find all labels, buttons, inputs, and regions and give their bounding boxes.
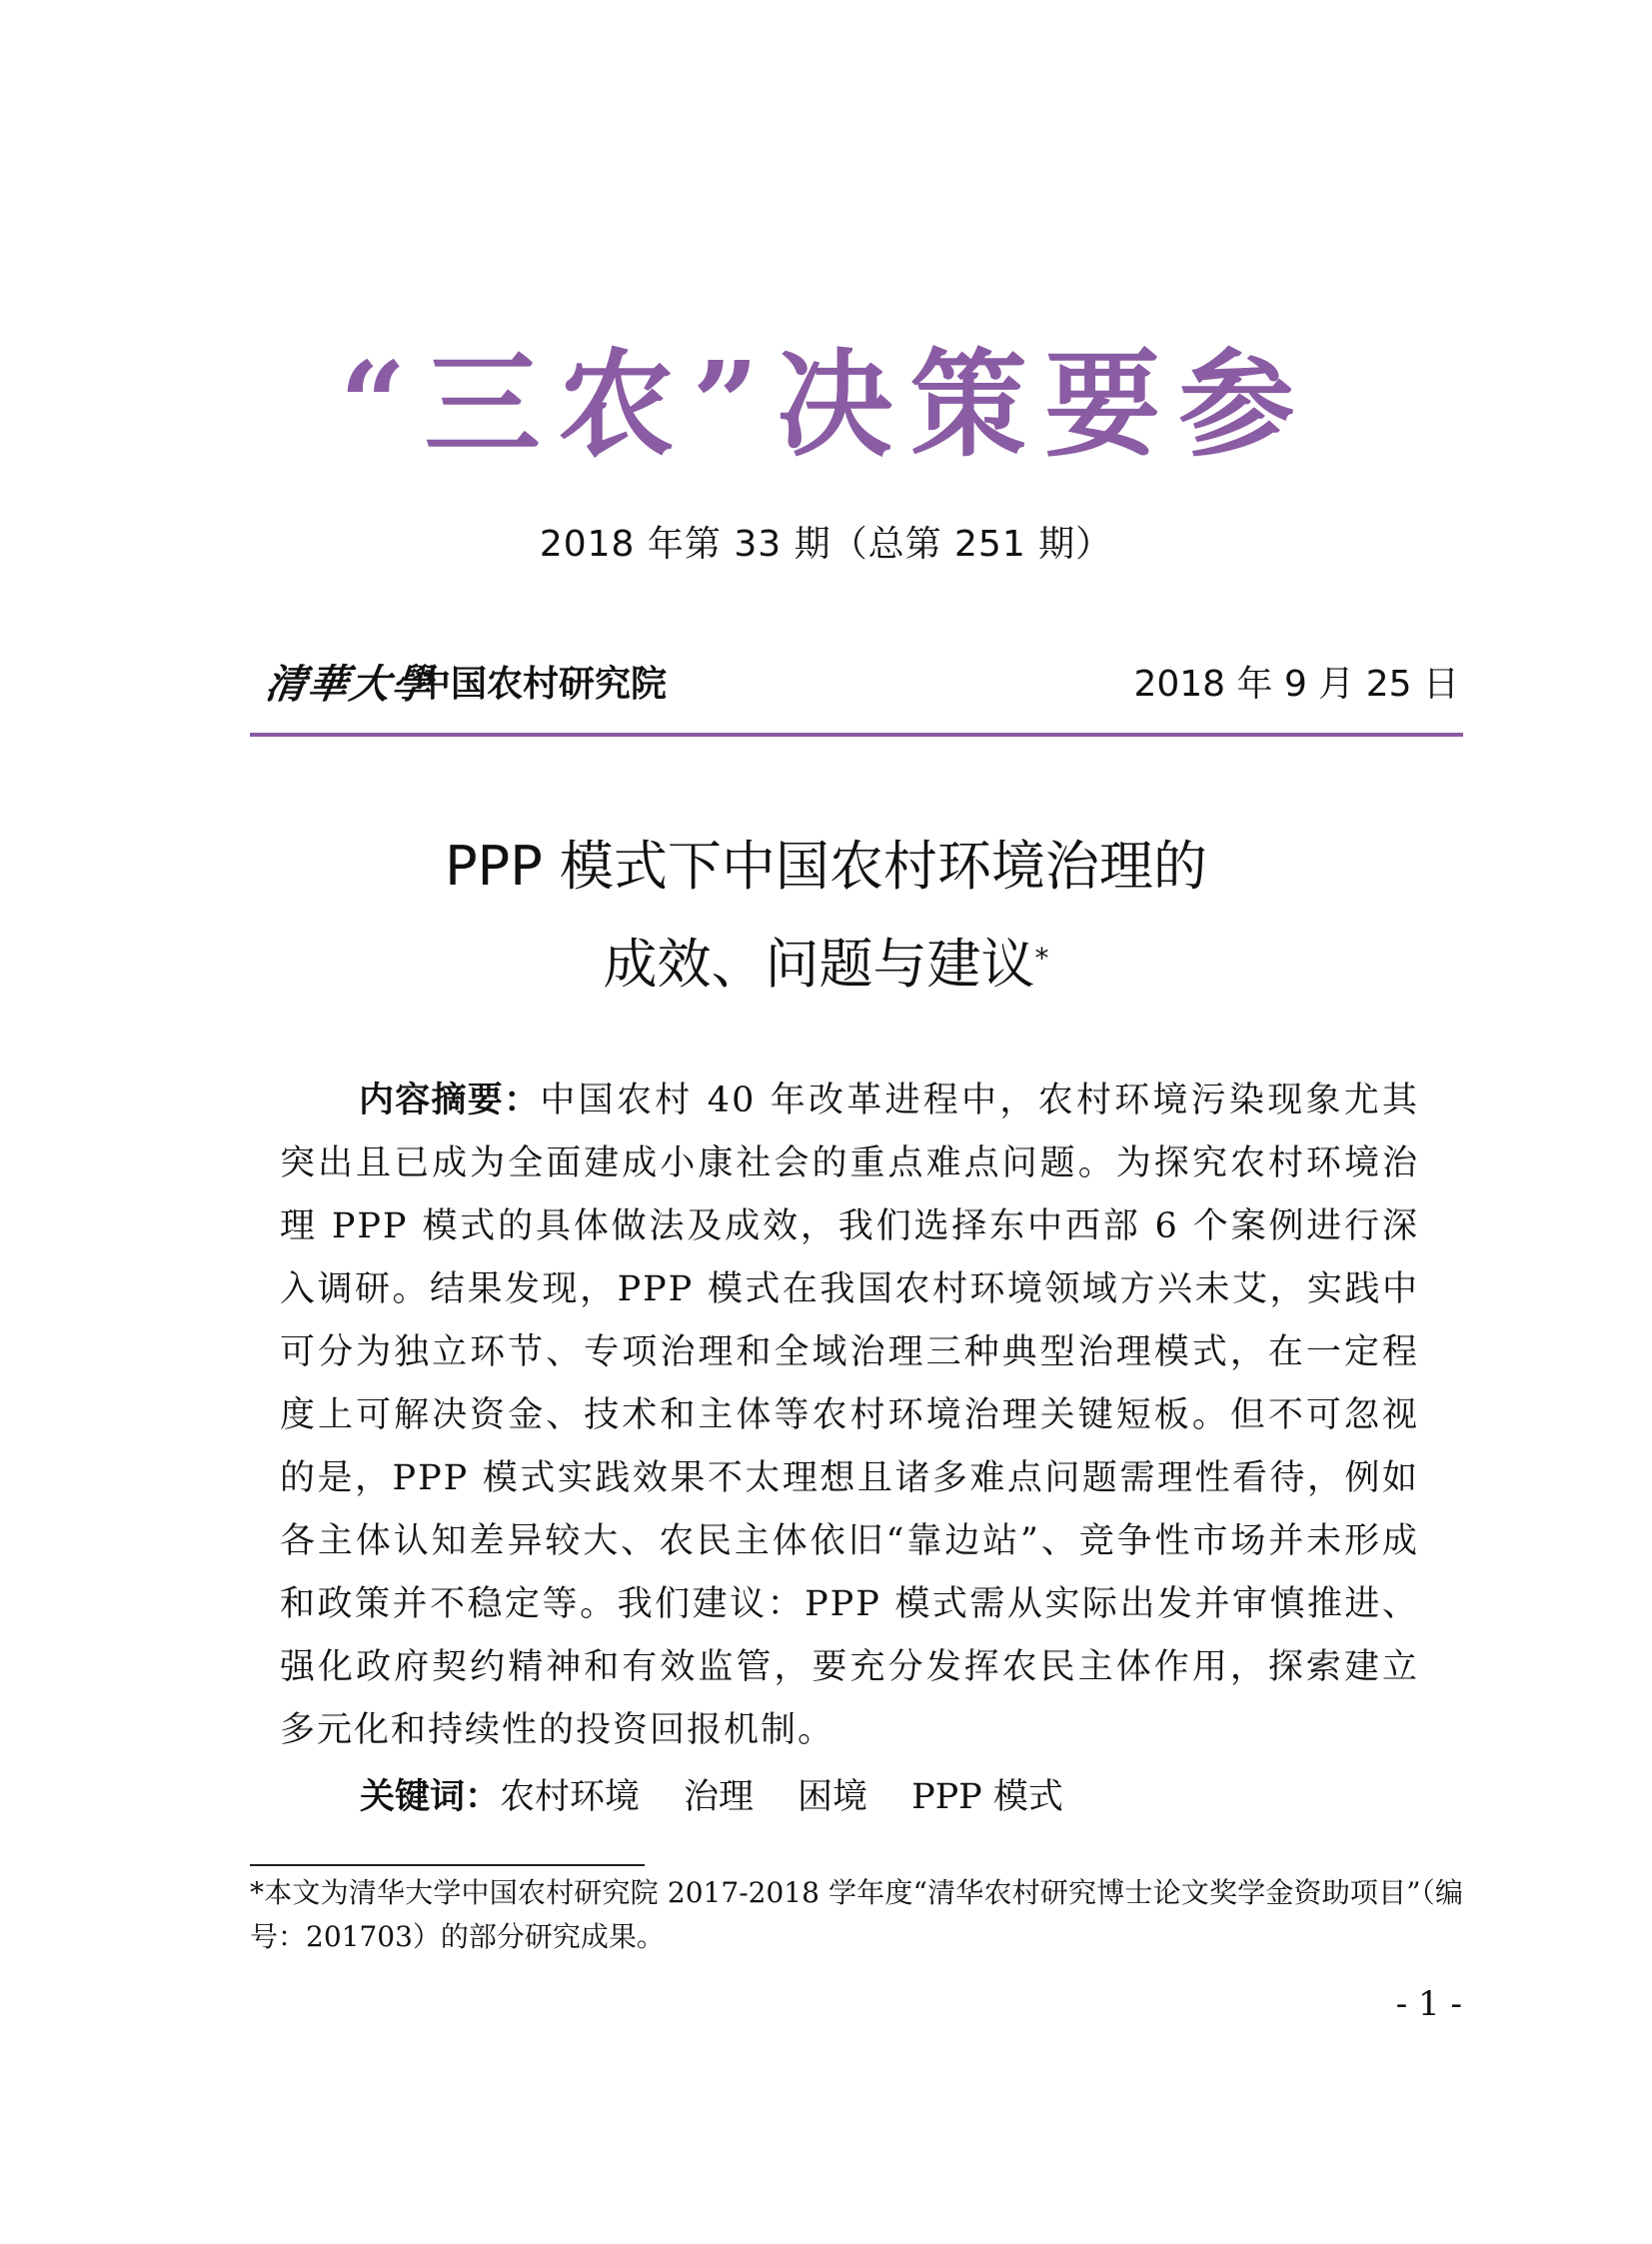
abstract xyxy=(280,1070,1419,1762)
issue-number: 2018 年第 33 期（总第 251 期） xyxy=(539,524,1113,565)
institution-logo: 清華大學 xyxy=(262,661,438,708)
keyword-item: 农村环境 xyxy=(500,1777,641,1817)
keywords xyxy=(360,1766,1063,1829)
institution-name: 中国农村研究院 xyxy=(415,664,668,705)
article-title-line-2-text: 成效、问题与建议 xyxy=(603,933,1035,996)
institution-row xyxy=(250,655,1463,715)
footnote-divider xyxy=(250,1864,645,1866)
publication-date: 2018 年 9 月 25 日 xyxy=(1133,664,1459,705)
abstract-label: 内容摘要： xyxy=(359,1081,541,1121)
header-divider xyxy=(250,733,1463,737)
title-footnote-mark: * xyxy=(1034,942,1049,975)
abstract-text: 中国农村 40 年改革进程中，农村环境污染现象尤其突出且已成为全面建成小康社会的重点难点问题。为探究农村环境治理 PPP 模式的具体做法及成效，我们选择东中西部 6 个案例进行深入调研。结果发现，PPP 模式在我国农村环境领域方兴未艾，实践中可分为独立环节、专项治理和全域治理三种典型治理模式，在一定程度上可解决资金、技术和主体等农村环境治理关键短板。但不可忽视的是，PPP 模式实践效果不太理想且诸多难点问题需理性看待，例如各主体认知差异较大、农民主体依旧“靠边站”、竞争性市场并未形成和政策并不稳定等。我们建议：PPP 模式需从实际出发并审慎推进、强化政府契约精神和有效监管，要充分发挥农民主体作用，探索建立多元化和持续性的投资回报机制。 xyxy=(280,1081,1419,1750)
article-title-line-1: PPP 模式下中国农村环境治理的 xyxy=(445,835,1207,898)
keyword-item: 困境 xyxy=(798,1777,868,1817)
page-number: - 1 - xyxy=(1395,1984,1462,2024)
footnote: *本文为清华大学中国农村研究院 2017-2018 学年度“清华农村研究博士论文奖学金资助项目”（编号：201703）的部分研究成果。 xyxy=(250,1876,1463,1953)
article-title-line-2 xyxy=(0,930,1652,1000)
masthead-title: “三农”决策要参 xyxy=(339,337,1313,473)
keywords-label: 关键词： xyxy=(360,1777,501,1817)
keyword-item: 治理 xyxy=(684,1777,755,1817)
keyword-item: PPP 模式 xyxy=(911,1777,1063,1817)
